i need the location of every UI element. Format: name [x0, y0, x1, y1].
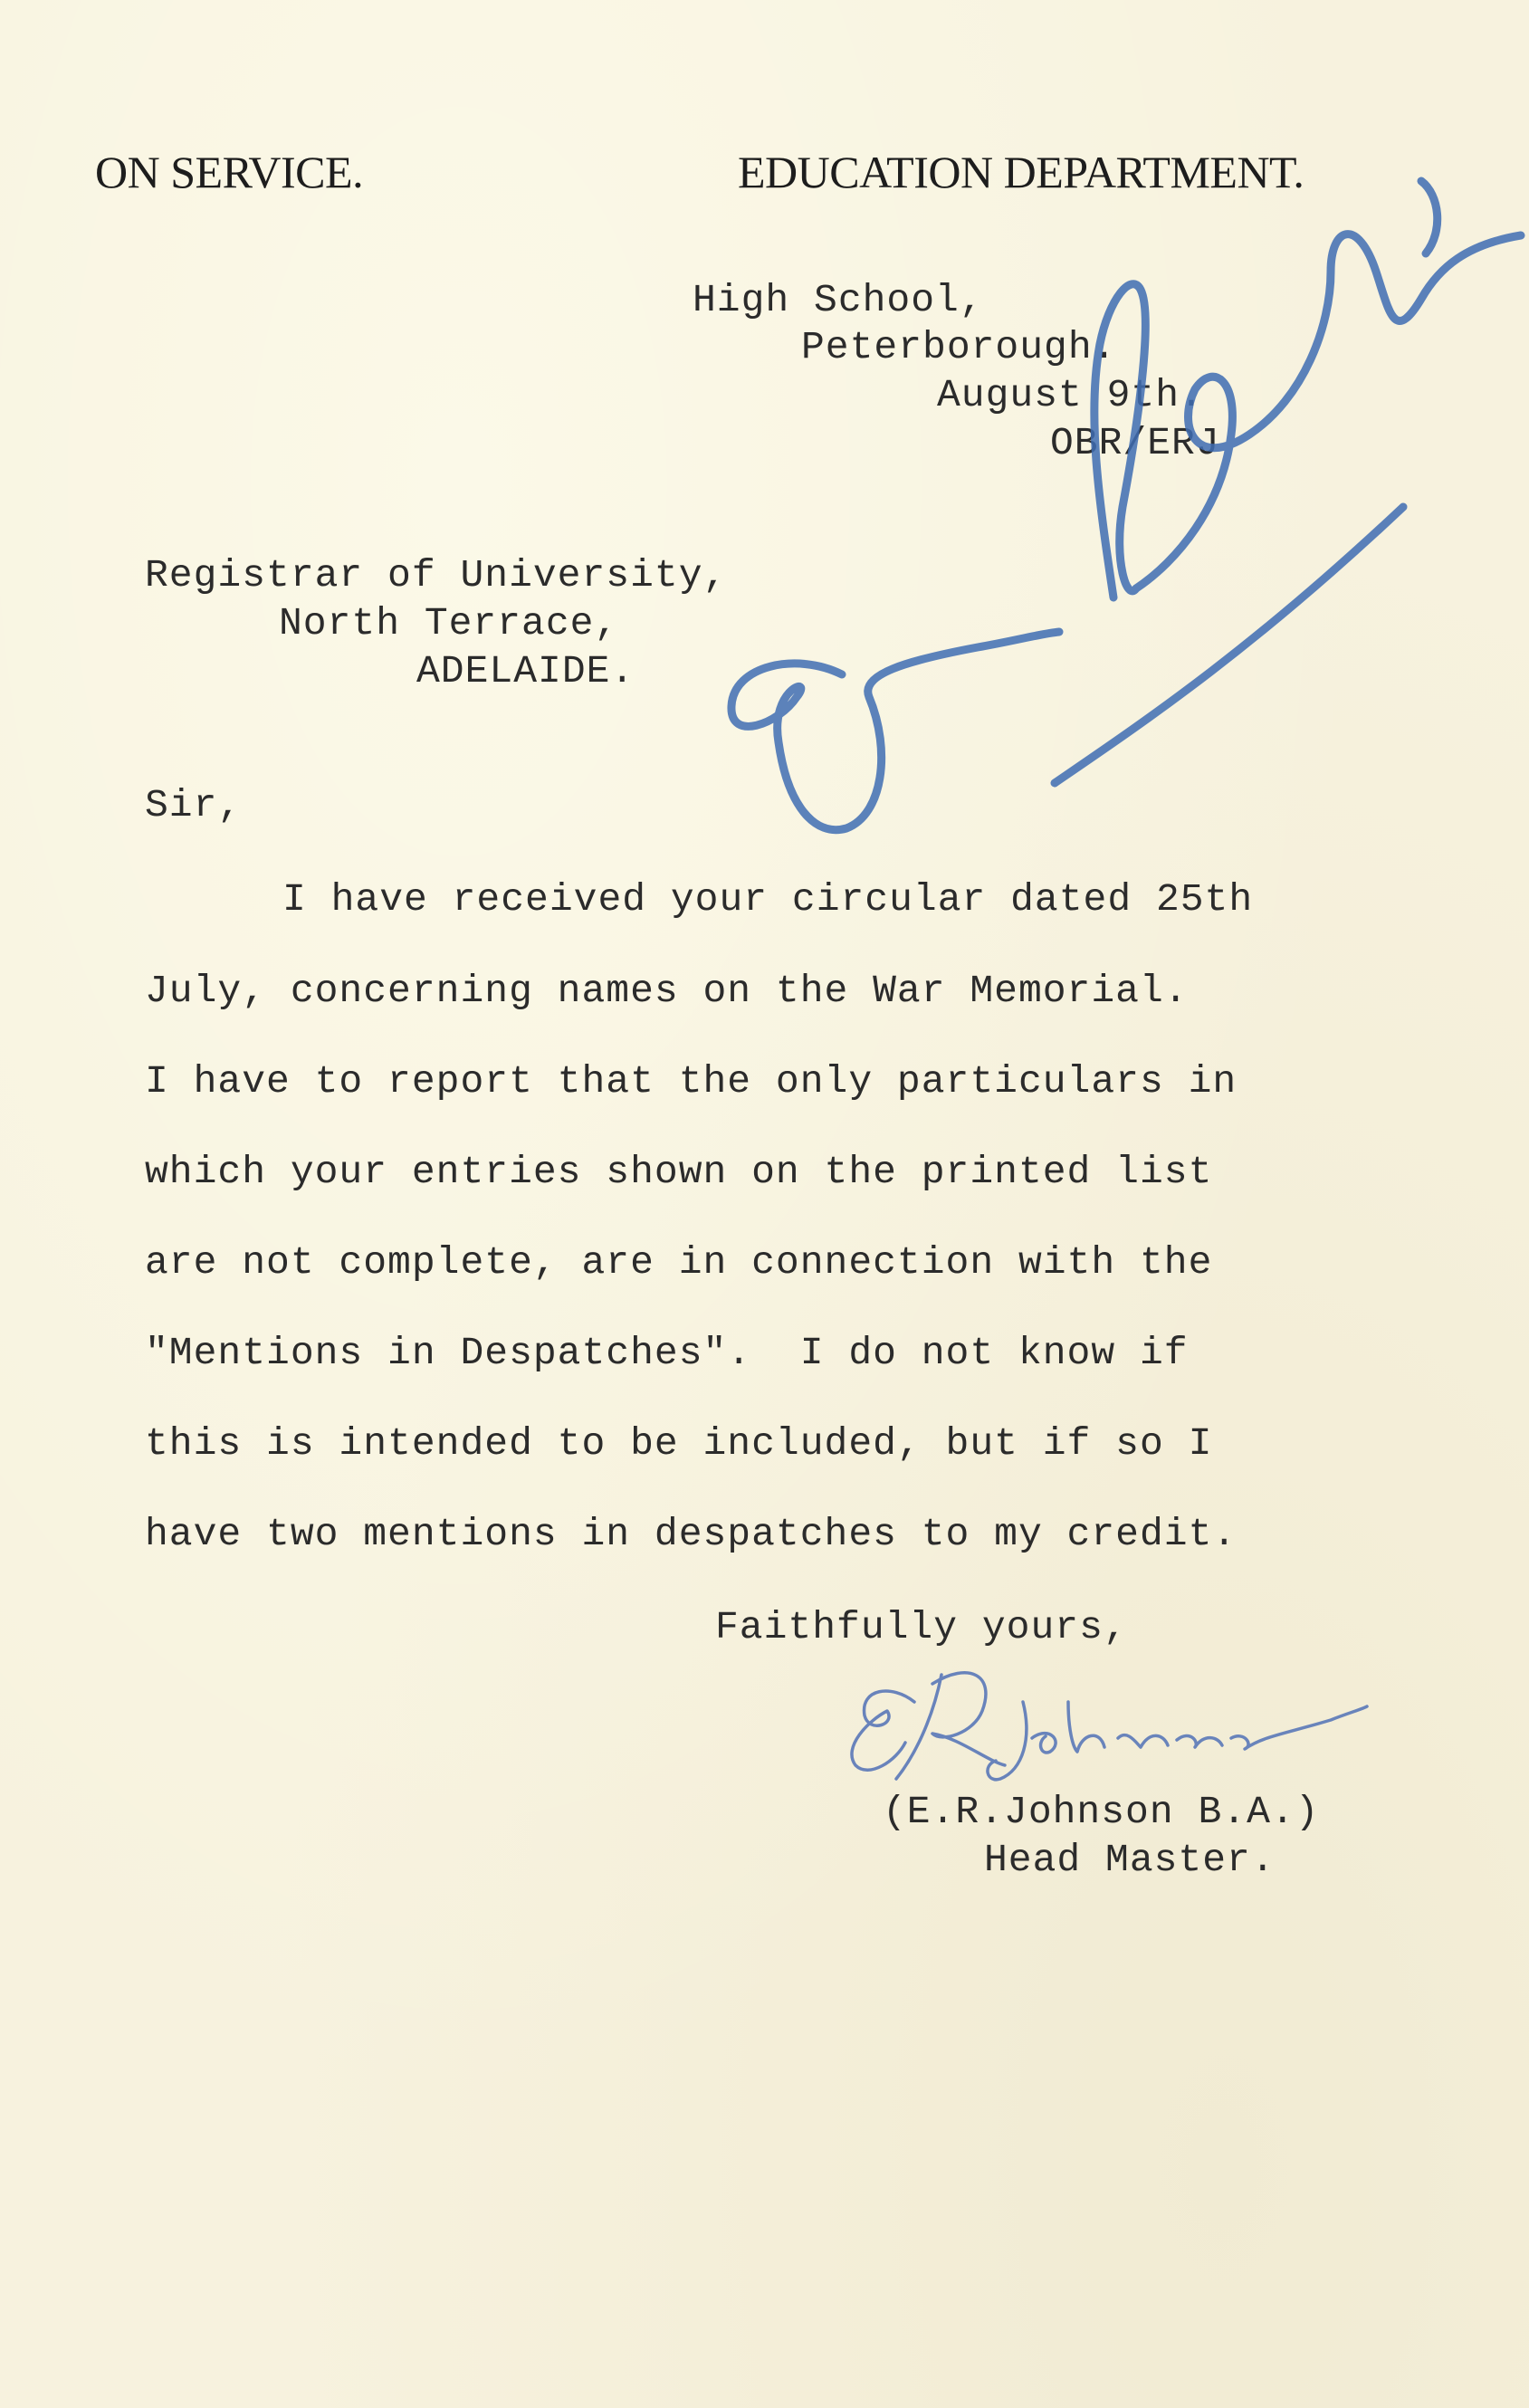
body-line: have two mentions in despatches to my credit.: [145, 1512, 1238, 1556]
closing: Faithfully yours,: [715, 1605, 1128, 1649]
body-line: I have received your circular dated 25th: [282, 877, 1254, 922]
salutation: Sir,: [145, 783, 243, 827]
recipient-line3: ADELAIDE.: [416, 649, 635, 693]
recipient-line2: North Terrace,: [279, 601, 619, 645]
signature-surname: [988, 1702, 1367, 1780]
annotation-upper-scribble: [1136, 234, 1521, 588]
signatory-title: Head Master.: [984, 1838, 1276, 1882]
body-line: this is intended to be included, but if so I: [145, 1421, 1213, 1466]
sender-address-line1: High School,: [693, 278, 984, 322]
letterhead-department: EDUCATION DEPARTMENT.: [738, 147, 1304, 197]
body-line: which your entries shown on the printed list: [145, 1150, 1213, 1194]
letterhead-on-service: ON SERVICE.: [95, 147, 364, 197]
signature-initial-r: [896, 1673, 1005, 1779]
annotation-loop-stroke: [731, 632, 1059, 830]
body-line: "Mentions in Despatches". I do not know if: [145, 1331, 1189, 1375]
body-line: I have to report that the only particulars in: [145, 1059, 1238, 1104]
sender-address-line2: Peterborough.: [801, 325, 1117, 369]
body-line: are not complete, are in connection with the: [145, 1240, 1213, 1285]
signatory-name: (E.R.Johnson B.A.): [883, 1790, 1320, 1834]
annotation-vertical-stroke: [1094, 284, 1146, 597]
body-line: July, concerning names on the War Memorial.: [145, 969, 1189, 1013]
signature-initial-e: [852, 1691, 914, 1770]
annotation-top-tail: [1421, 181, 1438, 253]
reference-code: OBR/ERJ: [1050, 421, 1220, 465]
recipient-line1: Registrar of University,: [145, 553, 728, 597]
letter-date: August 9th.: [937, 373, 1204, 417]
